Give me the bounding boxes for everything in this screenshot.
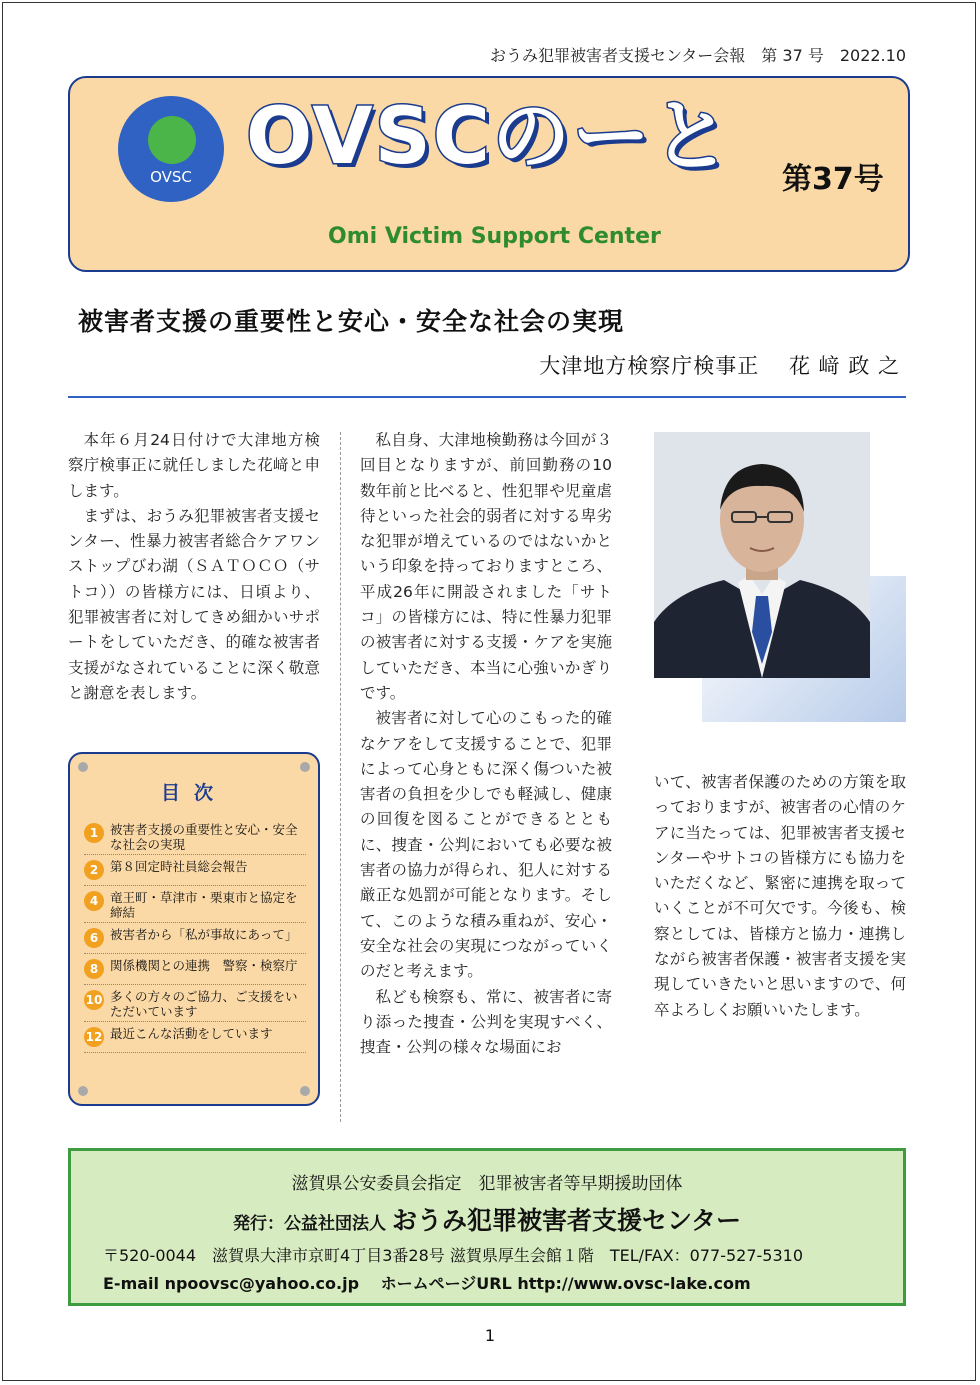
toc-item-label: 関係機関との連携 警察・検察庁: [110, 958, 298, 973]
page-badge: 8: [84, 959, 104, 979]
paragraph: 被害者に対して心のこもった的確なケアをして支援することで、犯罪によって心身ともに深く傷ついた被害者の負担を少しでも軽減し、健康の回復を図ることができるとともに、捜査・公判においても必要な被害者の協力が得られ、犯人に対する厳正な処罰が可能となります。そして、このような積み重ねが、安心・安全な社会の実現につながっていくのだと考えます。: [360, 709, 612, 981]
toc-title: 目次: [160, 782, 227, 804]
publisher-line: [71, 1201, 903, 1237]
toc-item[interactable]: [84, 1022, 306, 1053]
author-photo: [654, 432, 870, 678]
corner-screw-icon: [78, 1086, 88, 1096]
toc-item[interactable]: [84, 818, 306, 855]
paragraph: いて、被害者保護のための方策を取っておりますが、被害者の心情のケアに当たっては、犯罪被害者支援センターやサトコの皆様方にも協力をいただくなど、緊密に連携を取っていくことが不可欠です。今後も、検察としては、皆様方と協力・連携しながら被害者保護・被害者支援を実現していきたいと思いますので、何卒よろしくお願いいたします。: [654, 773, 906, 1019]
publisher-org: おうみ犯罪被害者支援センター: [391, 1206, 741, 1235]
designation-line: 滋賀県公安委員会指定 犯罪被害者等早期援助団体: [291, 1174, 683, 1194]
title-divider: [68, 396, 906, 398]
masthead: [68, 76, 910, 272]
paragraph: 私自身、大津地検勤務は今回が３回目となりますが、前回勤務の10数年前と比べると、性犯罪や児童虐待といった社会的弱者に対する卑劣な犯罪が増えているのではないかという印象を持っておりますところ、平成26年に開設されました「サトコ」の皆様方には、特に性暴力犯罪の被害者に対する支援・ケアを実施していただき、本当に心強いかぎりです。: [360, 431, 612, 702]
article-column-3: [654, 770, 906, 1023]
toc-item-label: 竜王町・草津市・栗東市と協定を締結: [110, 890, 298, 920]
toc-item[interactable]: [84, 954, 306, 985]
toc-item[interactable]: [84, 855, 306, 886]
page-badge: 12: [84, 1027, 104, 1047]
paragraph: 私ども検察も、常に、被害者に寄り添った捜査・公判を実現すべく、捜査・公判の様々な場面にお: [360, 987, 612, 1057]
issue-number: 第37号: [782, 162, 884, 197]
article-author: 大津地方検察庁検事正 花 﨑 政 之: [539, 354, 900, 378]
page-badge: 2: [84, 860, 104, 880]
address-line: 〒520-0044 滋賀県大津市京町4丁目3番28号 滋賀県厚生会館１階 TEL/FAX：077-527-5310: [103, 1246, 804, 1265]
portrait-illustration: [654, 432, 870, 678]
article-title: 被害者支援の重要性と安心・安全な社会の実現: [78, 307, 625, 336]
toc-item-label: 被害者から「私が事故にあって」: [110, 927, 298, 942]
page-badge: 10: [84, 990, 104, 1010]
corner-screw-icon: [78, 762, 88, 772]
publisher-prefix: 発行：公益社団法人: [233, 1214, 387, 1234]
issue-line: おうみ犯罪被害者支援センター会報 第 37 号 2022.10: [489, 46, 906, 65]
column-divider: [340, 432, 341, 1122]
contact-line[interactable]: E-mail npoovsc@yahoo.co.jp ホームページURL http://www.ovsc-lake.com: [103, 1274, 751, 1293]
article-column-2: [360, 428, 612, 1060]
toc-item-label: 被害者支援の重要性と安心・安全な社会の実現: [110, 822, 298, 852]
newsletter-title: OVSCのーと: [246, 92, 732, 182]
newsletter-subtitle: Omi Victim Support Center: [328, 224, 661, 249]
article-column-1: [68, 428, 320, 706]
logo-green-dot: [148, 116, 196, 164]
page-number: 1: [484, 1326, 496, 1345]
toc-item-label: 多くの方々のご協力、ご支援をいただいています: [110, 989, 298, 1019]
toc-item[interactable]: [84, 923, 306, 954]
table-of-contents: [68, 752, 320, 1106]
logo-text: OVSC: [150, 168, 192, 186]
page-badge: 4: [84, 891, 104, 911]
toc-item[interactable]: [84, 886, 306, 923]
corner-screw-icon: [300, 1086, 310, 1096]
corner-screw-icon: [300, 762, 310, 772]
toc-item-label: 第８回定時社員総会報告: [110, 859, 248, 874]
paragraph: まずは、おうみ犯罪被害者支援センター、性暴力被害者総合ケアワンストップびわ湖（ＳＡＴＯＣＯ（サトコ））の皆様方には、日頃より、犯罪被害者に対してきめ細かいサポートをしていただき、的確な被害者支援がなされていることに深く敬意と謝意を表します。: [68, 506, 320, 702]
ovsc-logo: [118, 96, 224, 202]
toc-list: [84, 818, 306, 1053]
page-badge: 1: [84, 823, 104, 843]
paragraph: 本年６月24日付けで大津地方検察庁検事正に就任しました花﨑と申します。: [68, 431, 320, 500]
toc-item[interactable]: [84, 985, 306, 1022]
toc-item-label: 最近こんな活動をしています: [110, 1026, 273, 1041]
publisher-footer: [68, 1148, 906, 1306]
page-badge: 6: [84, 928, 104, 948]
